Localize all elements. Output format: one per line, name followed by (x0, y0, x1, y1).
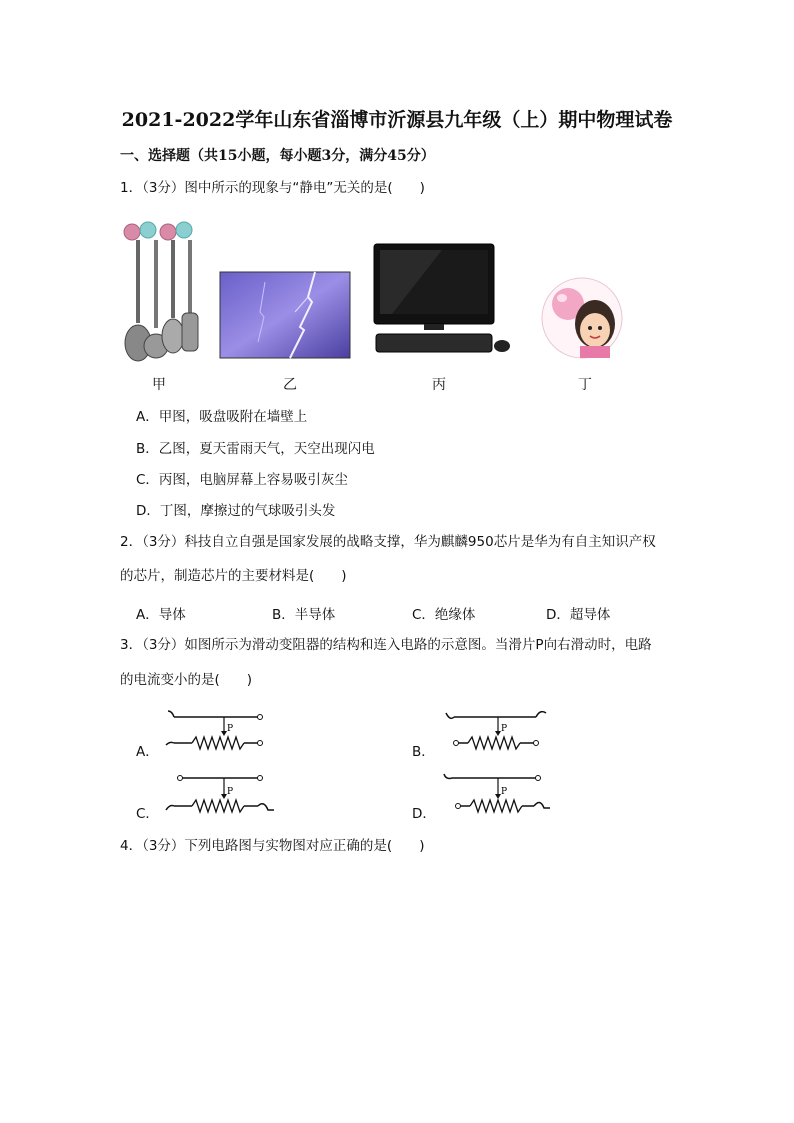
balloon-figure (540, 276, 624, 360)
page-title: 2021-2022学年山东省淄博市沂源县九年级（上）期中物理试卷 (121, 109, 673, 131)
rheostat-d-diagram (440, 770, 560, 818)
q3-option-d-label[interactable]: D． (412, 806, 436, 822)
caption-bing: 丙 (432, 377, 446, 393)
q3-stem-line1: 3．（3分）如图所示为滑动变阻器的结构和连入电路的示意图。当滑片P向右滑动时，电路 (120, 637, 652, 653)
q3-stem-line2: 的电流变小的是( ) (120, 672, 253, 688)
section-heading: 一、选择题（共15小题，每小题3分，满分45分） (120, 148, 435, 164)
q2-stem-line1: 2．（3分）科技自立自强是国家发展的战略支撑，华为麒麟950芯片是华为有自主知识产权 (120, 534, 656, 550)
rheostat-b-diagram (440, 707, 550, 755)
q3-option-a-label[interactable]: A． (136, 744, 159, 760)
q1-option-a[interactable]: A．甲图，吸盘吸附在墙壁上 (136, 409, 308, 425)
q3-option-c-label[interactable]: C． (136, 806, 159, 822)
rheostat-c-diagram (160, 770, 280, 818)
q1-option-b[interactable]: B．乙图，夏天雷雨天气，天空出现闪电 (136, 441, 375, 457)
q2-option-b[interactable]: B．半导体 (272, 607, 336, 623)
q1-stem: 1．（3分）图中所示的现象与“静电”无关的是( ) (120, 180, 425, 196)
q1-option-c[interactable]: C．丙图，电脑屏幕上容易吸引灰尘 (136, 472, 348, 488)
q2-option-c[interactable]: C．绝缘体 (412, 607, 476, 623)
q4-stem: 4．（3分）下列电路图与实物图对应正确的是( ) (120, 838, 425, 854)
q1-option-d[interactable]: D．丁图，摩擦过的气球吸引头发 (136, 503, 336, 519)
q2-stem-line2: 的芯片，制造芯片的主要材料是( ) (120, 568, 347, 584)
caption-ding: 丁 (578, 377, 592, 393)
utensils-figure (118, 218, 208, 363)
rheostat-a-diagram (160, 707, 270, 755)
lightning-figure (220, 272, 350, 360)
slider-p-label: P (227, 787, 234, 797)
caption-jia: 甲 (152, 377, 166, 393)
slider-p-label: P (227, 724, 234, 734)
q2-option-a[interactable]: A．导体 (136, 607, 186, 623)
q2-option-d[interactable]: D．超导体 (546, 607, 611, 623)
slider-p-label: P (501, 787, 508, 797)
caption-yi: 乙 (283, 377, 297, 393)
computer-figure (372, 242, 512, 357)
q3-option-b-label[interactable]: B． (412, 744, 435, 760)
slider-p-label: P (501, 724, 508, 734)
